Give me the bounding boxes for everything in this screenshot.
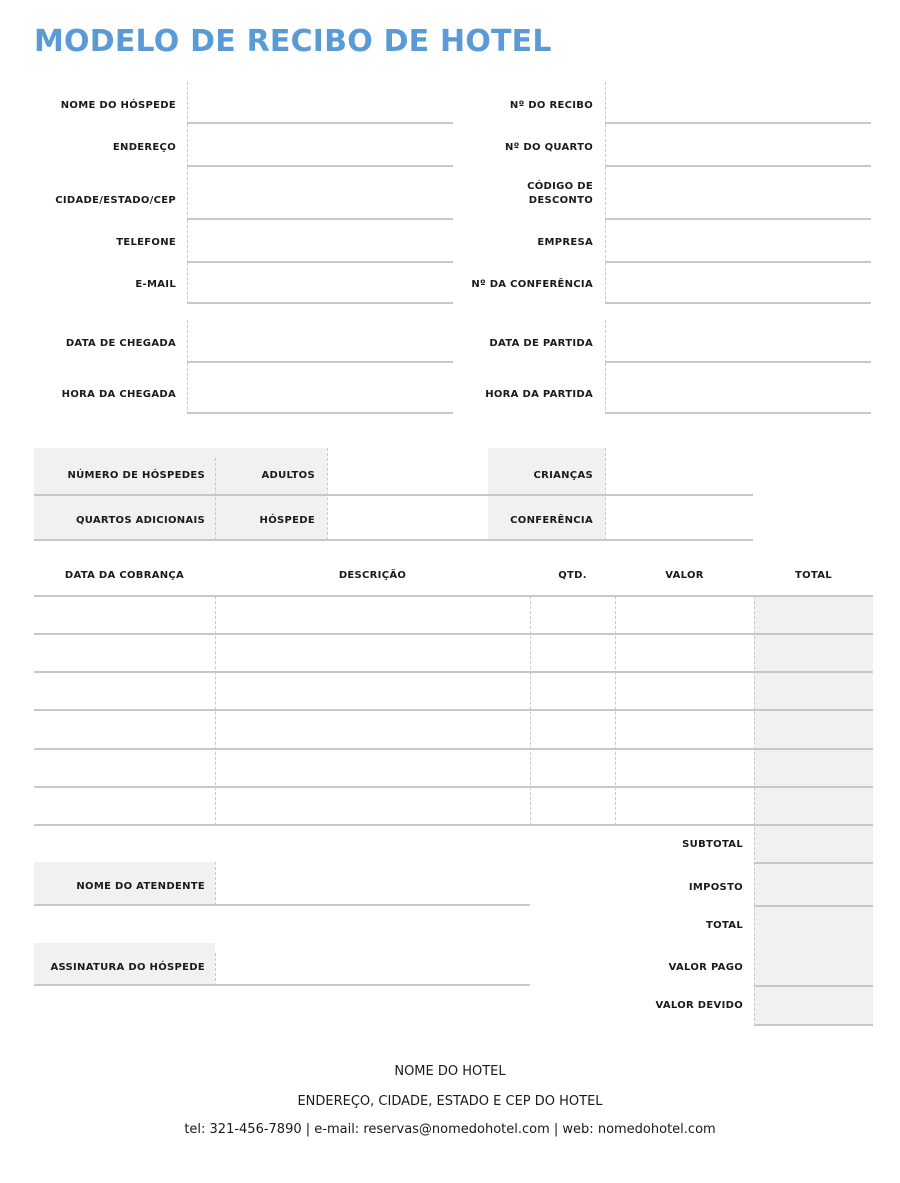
label-city-state-zip: CIDADE/ESTADO/CEP bbox=[55, 195, 176, 206]
description-cell[interactable] bbox=[217, 636, 529, 670]
label-departure-time: HORA DA PARTIDA bbox=[485, 389, 593, 400]
label-address: ENDEREÇO bbox=[112, 142, 176, 153]
signoff-line bbox=[34, 904, 530, 906]
label-room-number: Nº DO QUARTO bbox=[505, 142, 593, 153]
description-cell[interactable] bbox=[217, 751, 529, 785]
subtotal-value[interactable] bbox=[756, 827, 872, 861]
email-input[interactable] bbox=[188, 263, 453, 302]
departure-date-input[interactable] bbox=[606, 320, 871, 361]
departure-time-input[interactable] bbox=[606, 363, 871, 412]
tax-value[interactable] bbox=[756, 865, 872, 904]
qty-cell[interactable] bbox=[532, 712, 614, 747]
conference-number-input[interactable] bbox=[606, 263, 871, 302]
email-field[interactable] bbox=[187, 263, 453, 304]
qty-cell[interactable] bbox=[532, 789, 614, 823]
label-phone: TELEFONE bbox=[116, 237, 176, 248]
charge-date-cell[interactable] bbox=[36, 674, 214, 708]
label-discount-code-line2: DESCONTO bbox=[528, 195, 593, 206]
arrival-time-input[interactable] bbox=[188, 363, 453, 412]
adults-input[interactable] bbox=[329, 450, 487, 493]
company-field[interactable] bbox=[605, 220, 871, 263]
amount-cell[interactable] bbox=[617, 598, 753, 632]
room-number-field[interactable] bbox=[605, 124, 871, 167]
amount-cell[interactable] bbox=[617, 636, 753, 670]
description-cell[interactable] bbox=[217, 789, 529, 823]
label-arrival-date: DATA DE CHEGADA bbox=[65, 338, 176, 349]
guest-rooms-input[interactable] bbox=[329, 497, 487, 538]
total-cell[interactable] bbox=[756, 598, 872, 632]
total-value[interactable] bbox=[756, 908, 872, 944]
column-header-charge-date: DATA DA COBRANÇA bbox=[64, 570, 185, 581]
page-title: MODELO DE RECIBO DE HOTEL bbox=[34, 24, 552, 59]
label-discount-code-line1: CÓDIGO DE bbox=[527, 181, 593, 192]
amount-cell[interactable] bbox=[617, 789, 753, 823]
discount-code-input[interactable] bbox=[606, 167, 871, 218]
column-header-amount: VALOR bbox=[665, 570, 704, 581]
totals-line bbox=[754, 862, 873, 864]
label-guest-signature: ASSINATURA DO HÓSPEDE bbox=[50, 962, 205, 973]
table-line bbox=[34, 671, 873, 673]
phone-field[interactable] bbox=[187, 220, 453, 263]
column-divider bbox=[215, 596, 216, 825]
column-divider bbox=[530, 596, 531, 825]
totals-line bbox=[754, 905, 873, 907]
hotel-contact: tel: 321-456-7890 | e-mail: reservas@nomedohotel.com | web: nomedohotel.com bbox=[184, 1122, 716, 1137]
total-cell[interactable] bbox=[756, 636, 872, 670]
qty-cell[interactable] bbox=[532, 598, 614, 632]
label-departure-date: DATA DE PARTIDA bbox=[489, 338, 593, 349]
guest-name-field[interactable] bbox=[187, 82, 453, 124]
arrival-time-field[interactable] bbox=[187, 363, 453, 414]
guest-name-input[interactable] bbox=[188, 82, 453, 122]
table-line bbox=[34, 709, 873, 711]
qty-cell[interactable] bbox=[532, 636, 614, 670]
column-header-total: TOTAL bbox=[795, 570, 832, 581]
label-adults: ADULTOS bbox=[261, 470, 315, 481]
qty-cell[interactable] bbox=[532, 751, 614, 785]
label-amount-due: VALOR DEVIDO bbox=[655, 1000, 743, 1011]
address-input[interactable] bbox=[188, 124, 453, 165]
occupancy-divider bbox=[215, 458, 216, 540]
label-email: E-MAIL bbox=[135, 279, 176, 290]
occupancy-row-line bbox=[34, 494, 753, 496]
column-divider bbox=[615, 596, 616, 825]
city-state-zip-field[interactable] bbox=[187, 167, 453, 220]
label-subtotal: SUBTOTAL bbox=[682, 839, 743, 850]
table-line bbox=[34, 633, 873, 635]
label-company: EMPRESA bbox=[537, 237, 593, 248]
charge-date-cell[interactable] bbox=[36, 712, 214, 747]
description-cell[interactable] bbox=[217, 674, 529, 708]
charge-date-cell[interactable] bbox=[36, 598, 214, 632]
discount-code-field[interactable] bbox=[605, 167, 871, 220]
label-attendant-name: NOME DO ATENDENTE bbox=[76, 881, 205, 892]
label-arrival-time: HORA DA CHEGADA bbox=[61, 389, 176, 400]
arrival-date-input[interactable] bbox=[188, 320, 453, 361]
children-input[interactable] bbox=[607, 450, 752, 493]
label-conference: CONFERÊNCIA bbox=[510, 515, 593, 526]
arrival-date-field[interactable] bbox=[187, 320, 453, 363]
signoff-divider bbox=[215, 862, 216, 905]
charge-date-cell[interactable] bbox=[36, 636, 214, 670]
guest-signature-input[interactable] bbox=[218, 945, 528, 983]
table-line bbox=[34, 595, 873, 597]
column-divider bbox=[754, 596, 755, 1026]
conference-rooms-input[interactable] bbox=[607, 497, 752, 538]
label-guest-name: NOME DO HÓSPEDE bbox=[60, 100, 176, 111]
totals-line bbox=[754, 985, 873, 987]
description-cell[interactable] bbox=[217, 598, 529, 632]
city-state-zip-input[interactable] bbox=[188, 167, 453, 218]
label-total: TOTAL bbox=[706, 920, 743, 931]
qty-cell[interactable] bbox=[532, 674, 614, 708]
table-line bbox=[34, 824, 873, 826]
charge-date-cell[interactable] bbox=[36, 789, 214, 823]
receipt-number-input[interactable] bbox=[606, 82, 871, 122]
departure-time-field[interactable] bbox=[605, 363, 871, 414]
attendant-name-input[interactable] bbox=[218, 864, 528, 903]
amount-cell[interactable] bbox=[617, 674, 753, 708]
label-number-of-guests: NÚMERO DE HÓSPEDES bbox=[67, 470, 205, 481]
description-cell[interactable] bbox=[217, 712, 529, 747]
label-conference-number: Nº DA CONFERÊNCIA bbox=[471, 279, 593, 290]
label-guest: HÓSPEDE bbox=[259, 515, 315, 526]
table-line bbox=[34, 748, 873, 750]
column-header-description: DESCRIÇÃO bbox=[338, 570, 407, 581]
hotel-address: ENDEREÇO, CIDADE, ESTADO E CEP DO HOTEL bbox=[297, 1094, 603, 1109]
receipt-number-field[interactable] bbox=[605, 82, 871, 124]
signoff-line bbox=[34, 984, 530, 986]
amount-cell[interactable] bbox=[617, 712, 753, 747]
totals-line bbox=[754, 1024, 873, 1026]
conference-number-field[interactable] bbox=[605, 263, 871, 304]
label-receipt-number: Nº DO RECIBO bbox=[509, 100, 593, 111]
phone-input[interactable] bbox=[188, 220, 453, 261]
amount-cell[interactable] bbox=[617, 751, 753, 785]
address-field[interactable] bbox=[187, 124, 453, 167]
label-additional-rooms: QUARTOS ADICIONAIS bbox=[75, 515, 205, 526]
company-input[interactable] bbox=[606, 220, 871, 261]
total-cell[interactable] bbox=[756, 674, 872, 708]
signoff-divider bbox=[215, 953, 216, 986]
total-cell[interactable] bbox=[756, 712, 872, 747]
column-header-qty: QTD. bbox=[558, 570, 587, 581]
label-children: CRIANÇAS bbox=[533, 470, 593, 481]
table-line bbox=[34, 786, 873, 788]
label-amount-paid: VALOR PAGO bbox=[668, 962, 743, 973]
departure-date-field[interactable] bbox=[605, 320, 871, 363]
amount-due-value[interactable] bbox=[756, 988, 872, 1023]
label-tax: IMPOSTO bbox=[688, 882, 743, 893]
total-cell[interactable] bbox=[756, 751, 872, 785]
hotel-name: NOME DO HOTEL bbox=[394, 1064, 506, 1079]
amount-paid-value[interactable] bbox=[756, 946, 872, 984]
room-number-input[interactable] bbox=[606, 124, 871, 165]
occupancy-row-line bbox=[34, 539, 753, 541]
charge-date-cell[interactable] bbox=[36, 751, 214, 785]
total-cell[interactable] bbox=[756, 789, 872, 823]
